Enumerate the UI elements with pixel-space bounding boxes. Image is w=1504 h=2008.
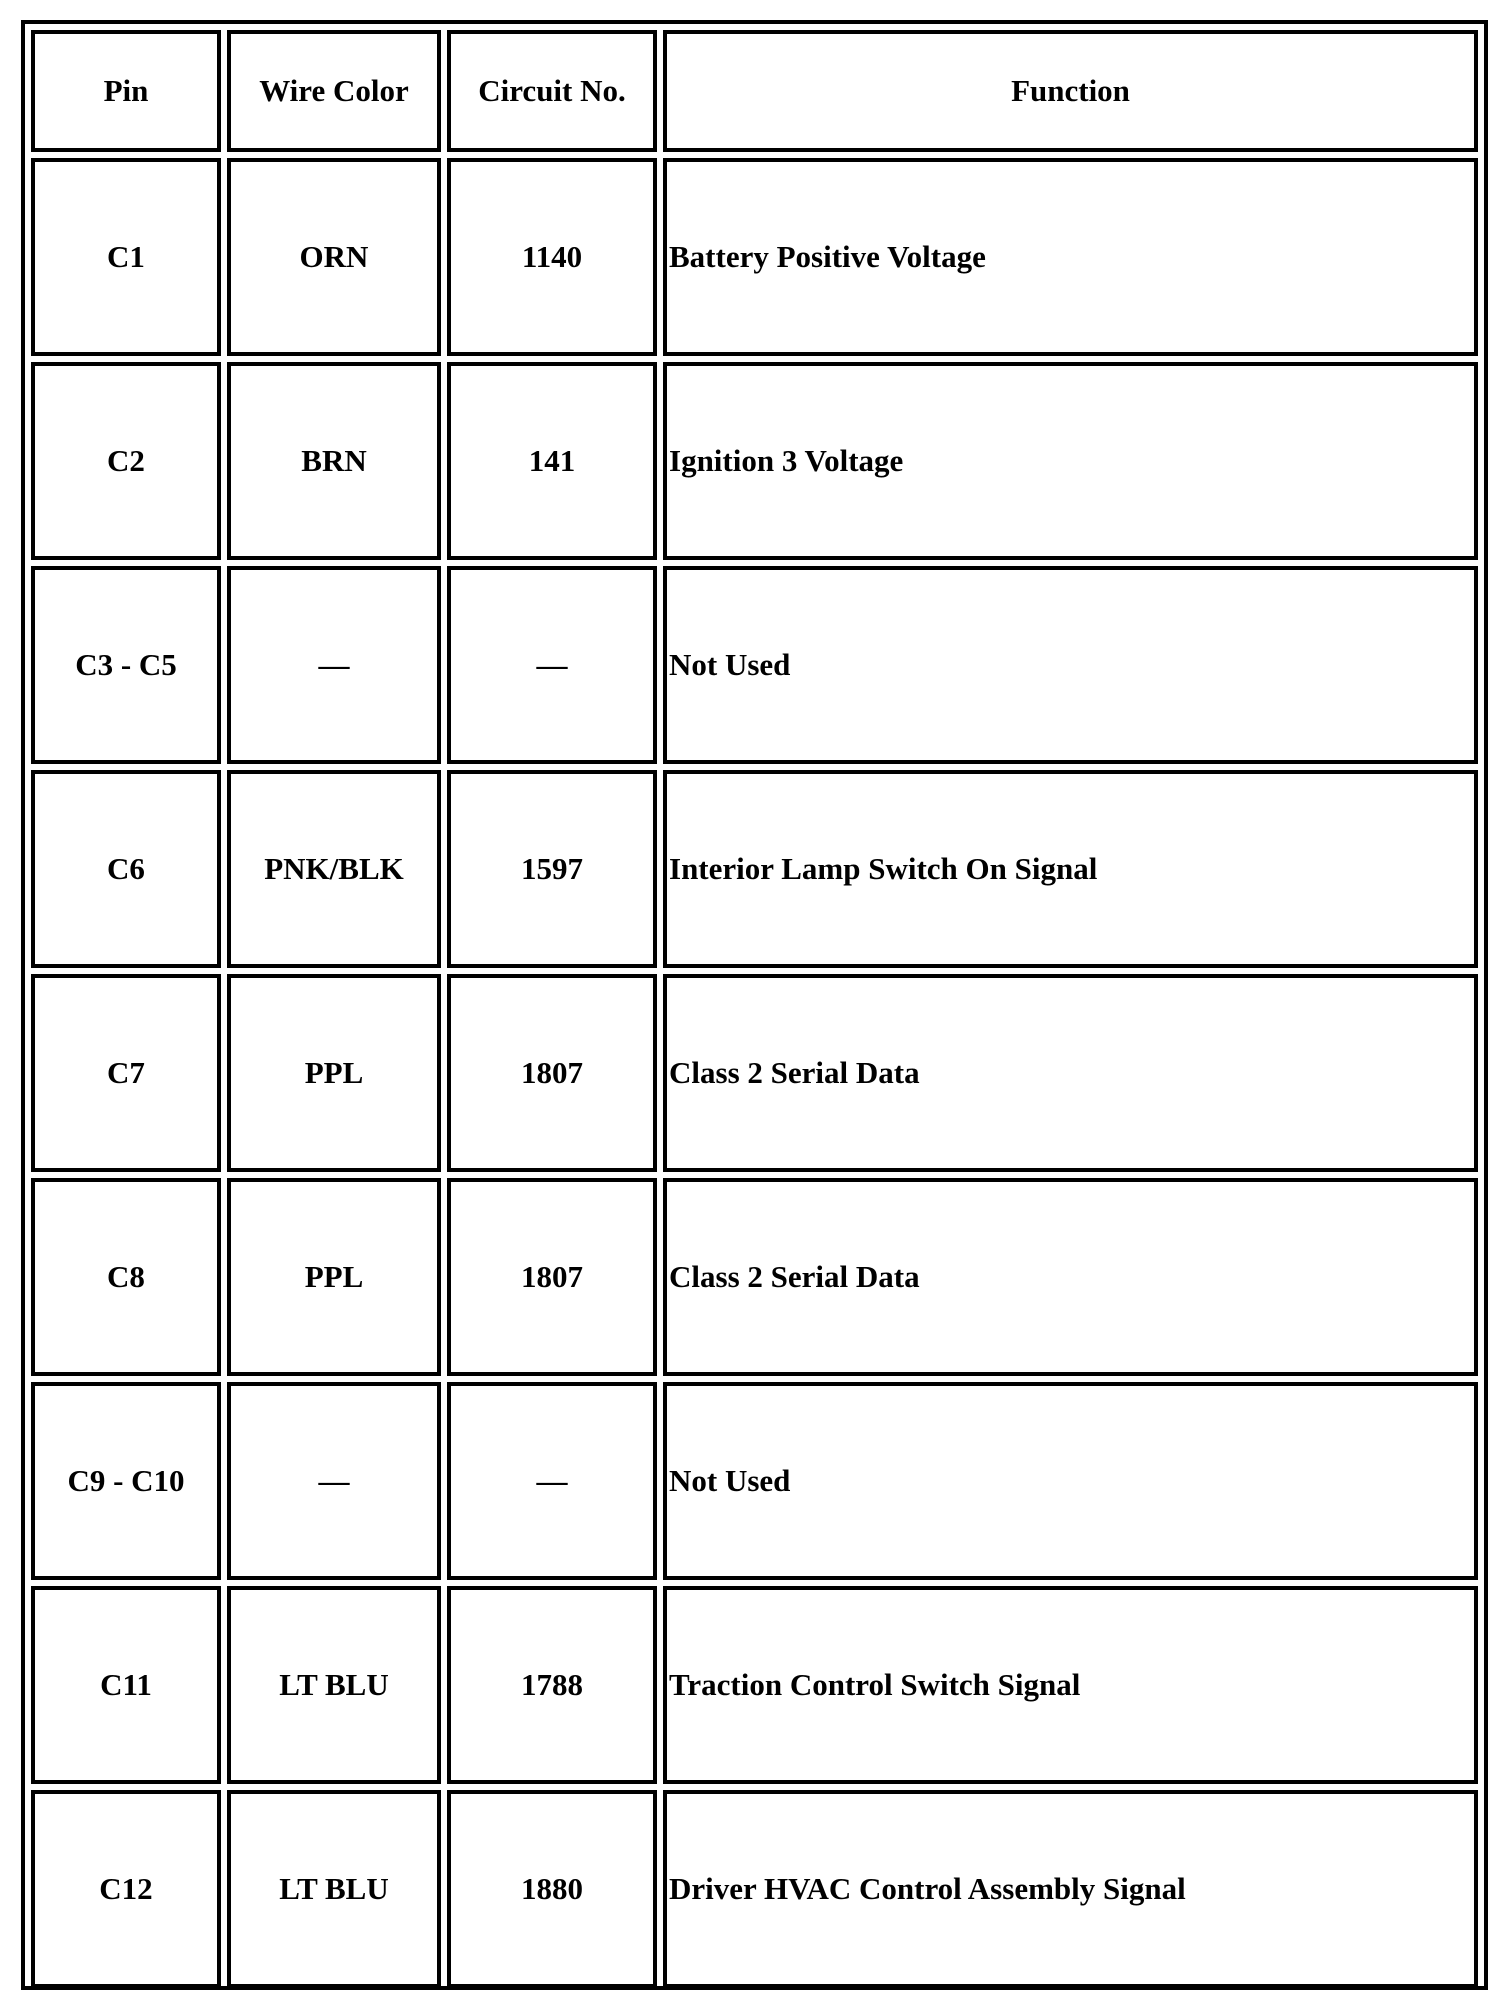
- function-cell: Interior Lamp Switch On Signal: [663, 770, 1478, 968]
- pin-cell: C1: [31, 158, 221, 356]
- wire-color-cell: BRN: [227, 362, 441, 560]
- function-cell: Not Used: [663, 566, 1478, 764]
- pin-cell: C12: [31, 1790, 221, 1988]
- table-row: [31, 770, 1478, 968]
- pin-cell: C11: [31, 1586, 221, 1784]
- function-cell: Not Used: [663, 1382, 1478, 1580]
- function-cell: Class 2 Serial Data: [663, 974, 1478, 1172]
- wire-color-cell: PNK/BLK: [227, 770, 441, 968]
- function-cell: Driver HVAC Control Assembly Signal: [663, 1790, 1478, 1988]
- function-cell: Class 2 Serial Data: [663, 1178, 1478, 1376]
- wire-color-cell: —: [227, 566, 441, 764]
- table-row: [31, 566, 1478, 764]
- circuit-no-cell: 1880: [447, 1790, 657, 1988]
- header-wire-color: Wire Color: [227, 30, 441, 152]
- header-function: Function: [663, 30, 1478, 152]
- header-row: [31, 30, 1478, 152]
- header-circuit-no: Circuit No.: [447, 30, 657, 152]
- circuit-no-cell: 1140: [447, 158, 657, 356]
- table-row: [31, 1178, 1478, 1376]
- circuit-no-cell: 1807: [447, 974, 657, 1172]
- pin-cell: C2: [31, 362, 221, 560]
- table-row: [31, 1586, 1478, 1784]
- function-cell: Ignition 3 Voltage: [663, 362, 1478, 560]
- wire-color-cell: PPL: [227, 1178, 441, 1376]
- wire-color-cell: LT BLU: [227, 1790, 441, 1988]
- pin-cell: C9 - C10: [31, 1382, 221, 1580]
- function-cell: Battery Positive Voltage: [663, 158, 1478, 356]
- wire-color-cell: LT BLU: [227, 1586, 441, 1784]
- table-row: [31, 974, 1478, 1172]
- circuit-no-cell: —: [447, 566, 657, 764]
- pin-cell: C6: [31, 770, 221, 968]
- pin-cell: C7: [31, 974, 221, 1172]
- circuit-no-cell: 141: [447, 362, 657, 560]
- function-cell: Traction Control Switch Signal: [663, 1586, 1478, 1784]
- table-row: [31, 1790, 1478, 1988]
- table-row: [31, 158, 1478, 356]
- pin-cell: C3 - C5: [31, 566, 221, 764]
- circuit-no-cell: 1788: [447, 1586, 657, 1784]
- circuit-no-cell: —: [447, 1382, 657, 1580]
- wire-color-cell: ORN: [227, 158, 441, 356]
- circuit-no-cell: 1597: [447, 770, 657, 968]
- table-row: [31, 1382, 1478, 1580]
- header-pin: Pin: [31, 30, 221, 152]
- wire-color-cell: —: [227, 1382, 441, 1580]
- wire-color-cell: PPL: [227, 974, 441, 1172]
- circuit-no-cell: 1807: [447, 1178, 657, 1376]
- table-row: [31, 362, 1478, 560]
- connector-pinout-table: [25, 24, 1484, 1994]
- pin-cell: C8: [31, 1178, 221, 1376]
